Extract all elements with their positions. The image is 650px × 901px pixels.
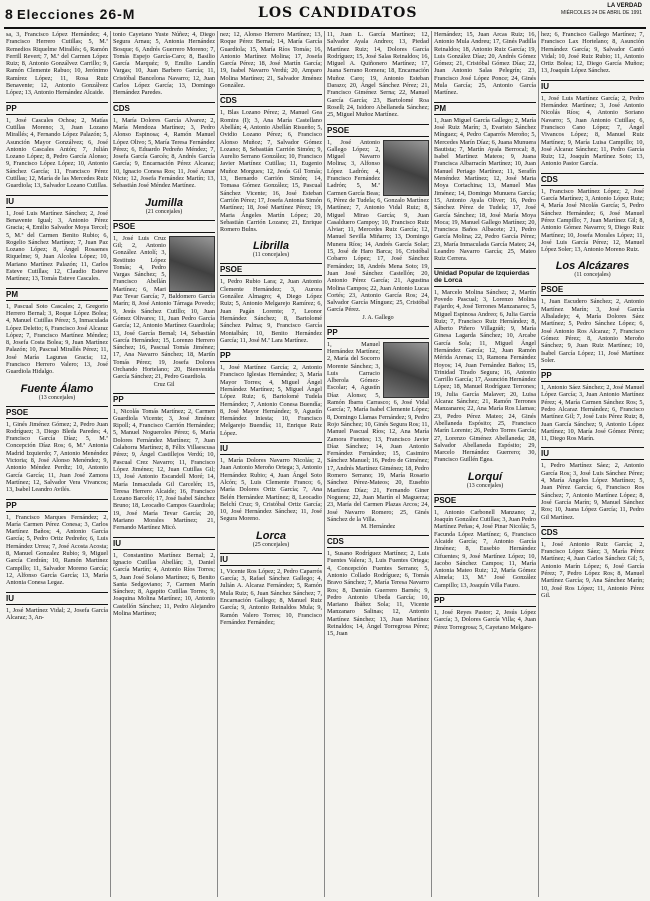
candidate-list: 1, María Dolores Navarro Nicolás; 2, Juan Antonio Meroño Ortega; 3, Antonio Hernández Rubio; 4, Juan Ángel Soto Alcón; 5, Luis Clemente Franco; 6, María Dolores Ortiz García; 7, Ana Belén Hernández Martínez; 8, Leocadio Belchí Cruz; 9, Cristóbal Ortiz García; 10, José Hernández Sánchez; 11, José Segura Moreno. [220,457,322,523]
candidate-list: 1, Blas Lozano Pérez; 2, Manuel Gea Romira (I); 3, Ana María Castellano Abellán; 4, Antonio Abellán Risueño; 5, Ovidio Lozano Pérez; 6, Francisco Alonso Muñoz; 7, Salvador Gómez Lozano; 8, Sebastián Carrión Simón; 9, Aurelio Serrano González; 10, Francisco Javier Martínez Cutillas; 11, Eugenio Muñoz Morgues; 12, Jesús Gil Tomás; 13, Bernardo Carrión Simón; 14, Tomasa Gómez González; 15, Pascual Sánchez Vicente; 16, José Esteban Carrión Pérez; 17, Josefa Antonia Simón Martínez; 18, José Martínez Pérez; 19, Maria Ángeles Martín López; 20, Sebastián Carrión Lozano; 21, Enrique Romero Bulns. [220,109,322,234]
publication-date: MIÉRCOLES 24 DE ABRIL DE 1991 [561,10,642,16]
municipality-title: Jumilla [145,196,183,209]
column-2 [111,31,218,897]
party-heading: CDS [541,173,644,186]
party-heading: PM [434,102,536,115]
photo-caption: J. A. Gallego [362,314,394,321]
party-heading: CDS [220,94,322,107]
candidate-list: 1, José Luis Martínez García; 2, Pedro Hernández Martínez; 3, José Antonio Nicolás Ríos; 4, Antonio Soriano Navarro; 5, Juan Antonio Cutillas; 6, Francisco Cano López; 7, Ángel Vivancos López; 8, Manuel Ruiz Martínez; 9, María Luisa Campillo; 10, José Alcaraz Sánchez; 11, Pedro García Ruiz; 12, Joaquín Martínez Soto; 13, Antonio Pastor García. [541,94,644,168]
council-seats: (21 concejales) [145,208,183,215]
candidate-list [327,139,429,314]
column-3 [218,31,325,897]
candidate-list: 1, María Dolores García Alvarez; 2, María Mendoza Martínez; 3, Pedro Alonso Espinosa; 4, Ramón Manuel López Olivo; 5, María Teresa Fernández Pérez; 6, Eduardo Pedreño Méndez; 7, Josefa García Garcés; 8, Andrés García García; 9, Encarnación Pérez Alcaraz; 10, Ignacio Conesa Ros; 11, José Aznar Nicte; 12, Josefa Fernández Martín; 13, Sebastián José Méndez Martínez. [113,116,215,190]
party-heading: CDS [113,102,215,115]
column-1 [4,31,111,897]
column-4 [325,31,432,897]
candidate-list: 1, Antonio Carbonell Manzano; 2, Joaquín González Cutillas; 3, Juan Pedro Martínez Peñas; 4, José Pinar Nicolás; 5, Facunda López Martínez; 6, Francisco Alcaide García; 7, Antonio García Jiménez; 8, Eusebio Hernández Cifuentes; 9, José Martínez López; 10, Jacobo Sánchez Campos; 11, María Antonia Mateo Ruiz; 12, María Gómez Almela; 13, M.ª José González Campillo; 13, Joaquín Villa Fauro. [434,508,536,589]
party-heading: IU [541,80,644,93]
municipality-title: Los Alcázares [555,260,630,273]
publication-info [561,3,642,17]
candidate-list-text: 1, José Antonio Gallego López; 2, Miguel Navarro Molina; 3, Alfonso López Ladrón; 4, Francisco Fernández Ladrón; 5, M.ª Carmen García Beas; 6, Pérez de Tudela; 6, Gonzalo Martínez Martínez; 7, Antonio Vidal Ruiz; 8, Miguel Mirao García; 9, Juan Casalduero Campoy; 10, Francisco Ruiz Alviar; 11, Mercedes Ruiz García; 12, Manuel Sevilla Miñarro; 13, Domingo Munera Ríos; 14, Andrés García Solar; 15, José de Haro Barca; 16, Cristóbal Cobarro López; 17, José Sánchez Fernández; 18, Andrés Mena Soto; 19, Juan José Sánchez Castellón; 20, Antonio Pérez García; 21, Agustina Molina Campos; 22, Juan Antonio Lucas Cortés; 23, Antonio García Ros; 24, Salvador García Mínguez; 25, Cristóbal García Pérez. [327,138,429,314]
council-seats: (11 concejales) [252,252,290,259]
party-heading: PP [541,369,644,382]
candidate-list [113,235,215,381]
party-heading: PP [434,594,536,607]
candidate-list-text: 1, José Luis Cruz Gil; 2, Antonio González Antolí; 3, Restituto López Tomás; 4, Pedro Vargas Sánchez; 5, Francisco Abellán Martínez; 6, Mari Paz Tevar García; 7, Baldomero García Marín; 8, José Antonio Tárraga Povedo; 9, Jesús Sánchez Cutillo; 10, Juan Gómez Olivares; 11, Juan Pedro García García; 12, Antonio Martínez Guardiola; 13, José García Bernal; 14, Sebastián García Hernández; 15, Lorenzo Herrero Sánchez; 16, Pascual Tomás Jiménez; 17, Ana Navarro Sánchez; 18, Martín Tomás Pérez; 19, Josefa Dolores Orchando Hortelano; 20, Bienvenida García Sánchez; 21, Pedro Guardiola. [113,234,215,381]
party-heading: IU [220,442,322,455]
candidate-list: 1, Constantino Martínez Bernal; 2, Ignacio Cutillas Abellán; 3, Daniel García Martín; 4, Antonio Ríos Torres; 5, Juan José Solano Martínez; 6, Benito Santa Sedgoviano; 7, Carmen Marín Sánchez; 8, Agapito Cutillas Torres; 9, Joaquina Molina Martínez; 10, Antonio Castellón Sánchez; 11, Pedro Alejandro Molina Martínez; [113,551,215,617]
candidate-photo [383,140,429,196]
column-6 [539,31,646,897]
candidate-photo [383,342,429,398]
candidate-list: 1, Antonio Sáez Sánchez; 2, José Manuel López García; 3, Juan Antonio Martínez Pérez; 4, María Carmen Sánchez Ros; 5, Pedro Alcaraz Hernández; 6, Francisco Martínez Gil; 7, José Luis Pérez Ruiz; 8, Juan García Sánchez; 9, Antonio López Martínez; 10, María José Gómez Pérez; 11, Diego Ros Marín. [541,384,644,443]
party-heading: IU [6,195,108,208]
candidate-list: 1, Pedro Rubio Lara; 2, Juan Antonio Clemente Hernández; 3, Aurora González Almagro; 4, Diego López Ruiz; 5, Antonio Melgarejo Ramírez; 6, Juan Pagán Lorente; 7, Leonor Hernández Sánchez; 8, Bartolomé Sánchez Palma; 9, Francisco García Montalbán; 10, Benito Hernández García; 11, José M.ª Lara Martínez. [220,278,322,344]
header-rule [4,27,646,29]
candidate-list: 1, Francisco Marques Fernández; 2, María Carmen Pérez Conesa; 3, Carlos Martínez Baños; 4, Antonio García García; 5, Pedro Ortiz Pedreño; 6, Luis Hernández Urrea; 7, José Acosta Acosta; 8, Manuel Gonzalez Rubio; 9, Miguel García Cerdrán; 10, Ramón Martínez Campillo; 11, Salvador Moreno García; 12, Alfonso García García; 13, María Antonia Conesa Legaz. [6,513,108,587]
publication-name: LA VERDAD [607,3,642,9]
candidate-list: 11, Juan L. García Martínez; 12, Salvador Ayala Andreo; 13, Piedad Martínez Ruiz; 14, Dolores García Rodríguez; 15, José Salas Reinaldos; 16, Miguel A. Quiñonero Martínez; 17, Juana Serrano Romera; 18, Encarnación Muñoz Caro; 19, Antonio Esteban Darazo; 20, Ángel Sánchez Pérez; 21, Francisco Giménez Serna; 22, Manuel García García; 23, Bartolomé Roa Rosell; 24, Isidoro Abellaneda Sánchez; 25, Miguel Muñoz Martínez. [327,31,429,119]
candidate-list: 1, Marcelo Molina Sánchez; 2, Martín Povedo Pascual; 3, Lorenzo Molina Fajardo; 4, José Terrones Manzanares; 5, Miguel Espinosa Andreo; 6, Julia García Ruiz; 7, Francisco Ruiz Hernández; 8, Alberto Piñero Villagráñ; 9, María Ginesa Lagarda Sánchez; 10, Arcabe García Sola; 11, Miguel Ángel Hernández García; 12, Juan Ramón Mérida Arenas; 13, Ramona Fernández Hoyos; 14, Juan Fernández Baños; 15, Trinidad Tirado Segura; 16, Antonio Carrillo García; 17, Asunción Hernández López; 18, Manuel Rodríguez Terrones; 19, Julia García Malaver; 20, Luisa Alcaraz Sánchez; 21, Ramón Terrones Manzanares; 22, Ana María Ros Llamas; 23, Pedro Pérez Mateo; 24, Ginés Abellaneda Espósito; 25, Francisco Marín Lorente; 26, Pedro Torres García; 27, Lorenzo Giménez Abellaneda; 28, Salvador Abellaneda Espósito; 29, Marcelo Hernández Guerrero; 30, Francisco Guillén Egea. [434,288,536,464]
section-title [17,6,135,22]
candidate-list: Hernández; 15, Juan Arcas Ruiz; 16, Antonio Mula Andreu; 17, Ginés Padilla Reinaldos; 18, Antonio Ruiz García; 19, Luis González Díaz; 20, Andrés Gómez Gómez; 21, Cristóbal Gómez Díaz; 22, Juan Antonio Salas Pelegrín; 23, Francisco José López Ponce; 24, Ginés Mula García; 25, Antonio García Martínez. [434,31,536,97]
council-seats: (13 concejales) [38,394,76,401]
party-heading: PP [113,393,215,406]
party-heading: PM [6,288,108,301]
council-seats: (11 concejales) [574,272,611,279]
council-seats: (13 concejales) [466,482,504,489]
party-heading: PSOE [434,494,536,507]
party-heading: IU [113,537,215,550]
candidate-list: 1, José Antonio Ruiz García; 2, Francisco López Sáez; 3, María Pérez Martínez; 4, Juan Carlos Sánchez Gil; 5, Antonio Marín López; 6, José García Pérez; 7, Pedro López Ros; 8, Manuel Martínez García; 9, Ana Sánchez Marín; 10, José Ros López; 11, Antonio Pérez Gil. [541,540,644,599]
candidate-list: tonio Cayetano Yuste Núñez; 4, Diego Segura Arnau; 5, Antonia Hernández Bosque; 6, Andrés Guerrero Moreno; 7, Tomás Espejo García-Caro; 8, Basilio García Marquéz; 9, Emilio Landín Vargas; 10, Juan Barbero García; 11, Cristóbal Bancelona Navarro; 12, Juan Carlos López García; 13, Domingo Hernández Paredes. [113,31,215,97]
party-heading: IU [6,592,108,605]
candidate-list: 1, José Cascales Ochoa; 2, Matías Cutillas Moreno; 3, Juan Lozano Mirallés; 4, Fernando López Palazón; 5, Asunción Mayor Gonzálvez; 6, José Antonio Cascales Antón; 7, Julián Lozano López; 8, Pedro García Alonso; 9, Francisco López López; 10, Antonio Sánchez García; 11, Francisco Pérez Cutillas; 12, María de las Mercedes Ruiz Guardiola; 13, Salvador Lozano Cutillas. [6,116,108,190]
party-heading: PP [327,326,429,339]
candidate-list [327,341,429,523]
municipality-title: Lorca [256,529,286,542]
page-title: LOS CANDIDATOS [258,5,418,21]
candidate-list: 1, Vicente Ros López; 2, Pedro Caparrós García; 3, Rafael Sánchez Gallego; 4, Julián A. Alcaraz Fernández; 5, Ramón Mula Ruiz; 6, Juan Sánchez Sánchez; 7, Encarnación Gallego; 8, Manuel Ruiz García; 9, Antonio Reinaldos Mula; 9, Ramón Valero Torres; 10, Francisco Fernández Fernández; [220,567,322,626]
columns [4,31,646,897]
candidate-list: 1, Juan Miguel García Gallego; 2, María José Ruiz Marín; 3, Evaristo Sánchez Mínguez; 4, Pedro Caparrós Meroño; 5, Mercedes Marín Díaz; 6, Juana Munuera Bautista; 7, Martín Ayala Berrocal; 8, Isabel Martínez Mateos; 9, Juana Francisca Albarracín Martínez; 10, Juan Manuel Periago Martínez; 11, Serafín Menéndez Martínez; 12, José Maria Moya Cortachina; 13, Manuel Mas Jiménez; 14, Domingo Munuera García; 15, Antonio Ayala Oliver; 16, Pedro Sánchez Pérez de Tudela; 17, José García Sánchez; 18, José María Moya Moca; 19, Manuel Gallego Martínez; 20, Francisca Baños Albacete; 21, Pedro García Molina; 22, Pedro García Pérez; 23, María Inmaculada García Mateo; 24, Leandro Navarro García; 25, Mateo Ruiz Cerrera. [434,116,536,263]
candidate-list: 1, Ginés Jiménez Gómez; 2, Pedro Juan Rodríguez; 3, Diego Bleda Paredes; 4, Francisco García Díaz; 5, M.ª Concepción Díaz Ros; 6, M.ª Antonia Madrid Izquierdo; 7, Antonio Menéndez Victoria; 8, José Alonso Menéndez; 9, Antonio Méndez Perdiz; 10, Antonio García García; 11, Juan José Zamora Martínez; 12, Salvador Vera Vivancos; 13, Isabel Leandro Avilés. [6,420,108,494]
candidate-list: 1, Nicolás Tomás Martínez; 2, Carmen Guardiola Vicente; 3, José Jiménez Ripoll; 4, Francisco Carrión Hernández; 5, Manuel Nogueroles Pérez; 6, María Dolores Fernández Martínez; 7, Juan Calahorra Martínez; 8, Félix Villaescusa Pérez; 9, Ángel Castillejos Verdú; 10, Pascual Crez Navarro; 11, Francisco López Jiménez; 12, Juan Cutillas Gil; 13, José Antonio Escandell Moré; 14, María Inmaculada Gil Carcelén; 15, Teresa Herrero Alcaide; 16, Francisco Lozano Barceló; 17, José Isabel Sánchez Bruno; 18, Leocadio Campos Guardiola; 19, José María Tevar García; 20, Mariano Morales Martínez; 21, Fernando Martínez Micó. [113,407,215,532]
page-number: 8 [5,6,13,22]
party-heading: IU [220,553,322,566]
party-heading: PSOE [113,220,215,233]
municipality-title: Fuente Álamo [20,382,94,395]
photo-caption: Cruz Gil [153,381,175,388]
candidate-list: 1, Susano Rodríguez Martínez; 2, Luis Fuentes Valera; 3, Luis Fuentes Ortega; 4, Concepción Fuentes Serrano; 5, Antonio Collado Rodríguez; 6, Tomás Bravo Sánchez; 7, María Teresa Navarro Ros; 8, Damián Guerrero Barnés; 9, Pedro Antonio Ubeda García; 10, Mariano Ibáñez Sola; 11, Vicente Manzanaro Salinas; 12, Antonio Martínez Sánchez; 13, Juan Martínez Reinaldos; 14, Ángel Torregrosa Pérez; 15, Juan [327,550,429,638]
section-label: Elecciones [17,7,95,22]
candidate-list: 1, Pascual Soto Cascales; 2, Gregorio Herrero Bernal; 3, Roque López Bolea; 4, Manuel Cutillas Pérez; 5, Inmaculada López Deleito; 6, Francisco José Alcaraz López; 7, Francisco Martínez Méndez; 8, Josefa Costa Bolea; 9, Juan Martínez Palazón; 10, Pascual Mirallés Pérez; 11, José María Lagunas Gracia; 12, Francisco Herrero Valero; 13, José Guardiola Hidalgo. [6,302,108,376]
candidate-list: nez; 12, Alonso Herrero Martínez; 13, Roque Pérez Bernal; 14, María García Guardiola; 15, María Ríos Tomás; 16, Antonio Martínez Molina; 17, Josefa García Pérez; 18, José Martín García; 19, Isabel Navarro Verdú; 20, Amparo Molina Martínez; 21, Salvador Jiménez González. [220,31,322,90]
council-seats: (25 concejales) [252,541,290,548]
party-heading: PP [220,349,322,362]
party-heading: CDS [327,535,429,548]
party-heading: PSOE [327,124,429,137]
candidate-list-text: 1, Manuel Hernández Martínez; 2, María del Socorro Morente Sánchez; 3, Luis Carracio Alberola Gómez-Escolar; 4, Agustín Díaz Alonso; 5, Ramón Ibarra Carrasco; 6, José Vidal García; 7, María Isabel Clemente López; 8, Domingo Llamas Fernández; 9, Pedro Rojo Sánchez; 10, Ginés Segura Ros; 11, Manuel Pascual Ríos; 12, Ana María Zamora Fuentes; 13, Francisco Javier Díaz Sánchez; 14, Juan Antonio Fernández Fernández; 15, Casimiro Sánchez Manuel; 16, Pedro de Giménez; 17, Andrés Martínez Giménez; 18, Pedro Romero Serrano; 19, María Rosario Sánchez Pérez-Mateos; 20, Eusebio Martínez Díaz; 21, Fernando Giner Noguera; 22, Juan Martín el Maguerza; 23, María del Carmen Plazas Arcos; 24, José Navarro Romero; 25, Ginés Sánchez de la Villa. [327,340,429,523]
municipality-title: Librilla [252,240,290,253]
party-heading: PP [6,499,108,512]
candidate-list: 1, José Martínez García; 2, Antonio Francisco Iglesias Hernández; 3, María Mayor Torres; 4, Miguel Ángel Hernández Martínez; 5, Miguel Ángel López Ruiz; 6, Bartolomé Tudela Hernández; 7, Antonio Conesa Buendía; 8, José Mayor Hernández; 9, Agustín Hernández Iniesta; 10, Francisco Melgarejo Buendía; 11, Enrique Ruiz López. [220,364,322,437]
party-heading: PSOE [541,283,644,296]
column-5 [432,31,539,897]
candidate-list: 1, José Luis Martínez Sánchez; 2, José Benavente Igual; 3, Antonio Pérez Gracia; 4, Emilio Salvador Moya Tercel; 5, M.ª del Carmen Benito Rubio; 6, Rogelio Sánchez Martínez; 7, Juan Paz Lozano López; 8, Ángel Rosaenes Riquelme; 9, Juan Alcolea López; 10, Mariano Martínez Palazón; 11, Carlos Esteve Cutillas; 12, Claudio Esteve Martínez; 13, Tomás Esteve Cascales. [6,209,108,283]
party-heading: PP [6,102,108,115]
candidate-list: 1, Pedro Martínez Sáez; 2, Antonio García Ros; 3, José Luis Sánchez Pérez; 4, María Ángeles López Martínez; 5, Juan Pérez García; 6, Francisco Ros Sánchez; 7, Antonio Martínez López; 8, José García Marín; 9, Manuel Sánchez Ros; 10, Juana López García; 11, Pedro Gil Martínez. [541,462,644,521]
municipality-title: Lorquí [467,470,503,483]
page-header [0,0,650,30]
photo-caption: M. Hernández [360,524,396,531]
candidate-list: 1, José Reyes Pastor; 2, Jesús López García; 3, Dolores García Villa; 4, Juan Pérez Torregrosa; 5, Cayetano Melgare- [434,609,536,631]
party-heading: Unidad Popular de Izquierdas de Lorca [434,268,536,287]
section-tag: 26-M [99,6,136,22]
party-heading: CDS [541,526,644,539]
candidate-list: 1, José Martínez Vidal; 2, Josefa García Alcaraz; 3, An- [6,606,108,621]
party-heading: PSOE [6,406,108,419]
candidate-list: hez; 6, Francisco Gallego Martínez; 7, Francisco Lax Hortelano; 8, Asunción Hernández García; 9, Salvador Cantó Vidal; 10, José Ruiz Rubio; 11, Antonio Ortiz Bolea; 12, Diego García Muñoz; 13, Joaquín López Sánchez. [541,31,644,75]
candidate-list: 1, Juan Escudero Sánchez; 2, Antonio Martínez Marín; 3, José García Albaladejo; 4, María Dolores Sáez Martínez; 5, Pedro Sánchez López; 6, José Antonio Ros Alcaraz; 7, Francisco Gómez Pérez; 8, Antonio Meroño Sánchez; 9, Juan Ruiz Martínez; 10, Isabel García López; 11, José Martínez Soler. [541,298,644,364]
party-heading: PSOE [220,263,322,276]
candidate-list: sa, 3, Francisco López Hernández; 4, Francisco Herrero Cutillas; 5, M.ª Remedios Riquelme Mirallés; 6, Ramón Ferrill Revert; 7, M.ª del Carmen López Ruiz; 8, Antonio Gonzálvez Carrillo; 9, Ramón Clemente Rabuo; 10, Jerónimo Ramírez López; 11, Rosa Ruiz Benavente; 12, Antonio Gonzálvez López; 13, Antonio Hernández Alcaide. [6,31,108,97]
candidate-list: 1, Francisco Martínez López; 2, José García Martínez; 3, Antonio López Ruiz; 4, María José Nicolás García; 5, Pedro Sánchez Hernández; 6, José Manuel Pérez Campillo; 7, Juan Martínez Gil; 8, Antonio Gómez Navarro; 9, Diego Ruiz Martínez; 10, Josefa Morales López; 11, José Luis García Pérez; 12, Manuel López Soler; 13, Antonio Moreno Ruiz. [541,187,644,254]
party-heading: IU [541,447,644,460]
candidate-photo [169,236,215,292]
